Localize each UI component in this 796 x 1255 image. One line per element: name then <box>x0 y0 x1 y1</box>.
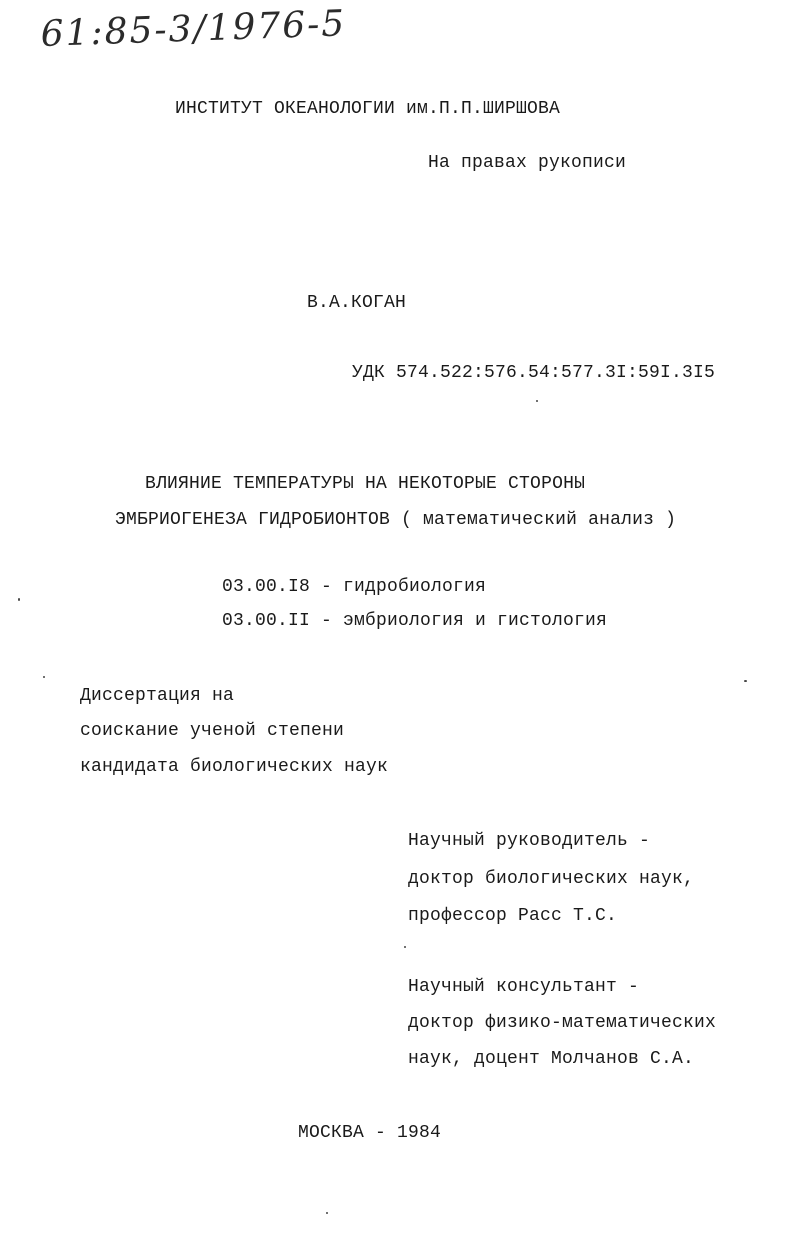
title-line-1: ВЛИЯНИЕ ТЕМПЕРАТУРЫ НА НЕКОТОРЫЕ СТОРОНЫ <box>145 474 586 494</box>
degree-line-1: Диссертация на <box>80 686 235 706</box>
degree-line-2: соискание ученой степени <box>80 721 345 741</box>
consultant-degree: доктор физико-математических <box>408 1013 717 1033</box>
scan-speck <box>404 946 406 948</box>
author-name: В.А.КОГАН <box>307 293 407 313</box>
specialty-hydrobiology: 03.00.I8 - гидробиология <box>222 577 487 597</box>
degree-line-3: кандидата биологических наук <box>80 757 389 777</box>
supervisor-name: профессор Расс Т.С. <box>408 906 618 926</box>
institute-name: ИНСТИТУТ ОКЕАНОЛОГИИ им.П.П.ШИРШОВА <box>175 99 561 119</box>
specialty-embryology: 03.00.II - эмбриология и гистология <box>222 611 608 631</box>
supervisor-degree: доктор биологических наук, <box>408 869 695 889</box>
scan-speck <box>326 1212 328 1214</box>
supervisor-role: Научный руководитель - <box>408 831 651 851</box>
scan-speck <box>536 400 538 402</box>
scan-speck <box>43 676 45 678</box>
udc-code: УДК 574.522:576.54:577.3I:59I.3I5 <box>352 363 716 383</box>
handwritten-archive-number: 61:85-3/1976-5 <box>40 3 347 55</box>
place-and-year: МОСКВА - 1984 <box>298 1123 442 1143</box>
title-line-2: ЭМБРИОГЕНЕЗА ГИДРОБИОНТОВ ( математический анализ ) <box>115 510 677 530</box>
scan-speck <box>18 598 20 601</box>
consultant-name: наук, доцент Молчанов С.А. <box>408 1049 695 1069</box>
consultant-role: Научный консультант - <box>408 977 640 997</box>
scan-speck <box>744 680 747 682</box>
manuscript-rights-note: На правах рукописи <box>428 153 627 173</box>
